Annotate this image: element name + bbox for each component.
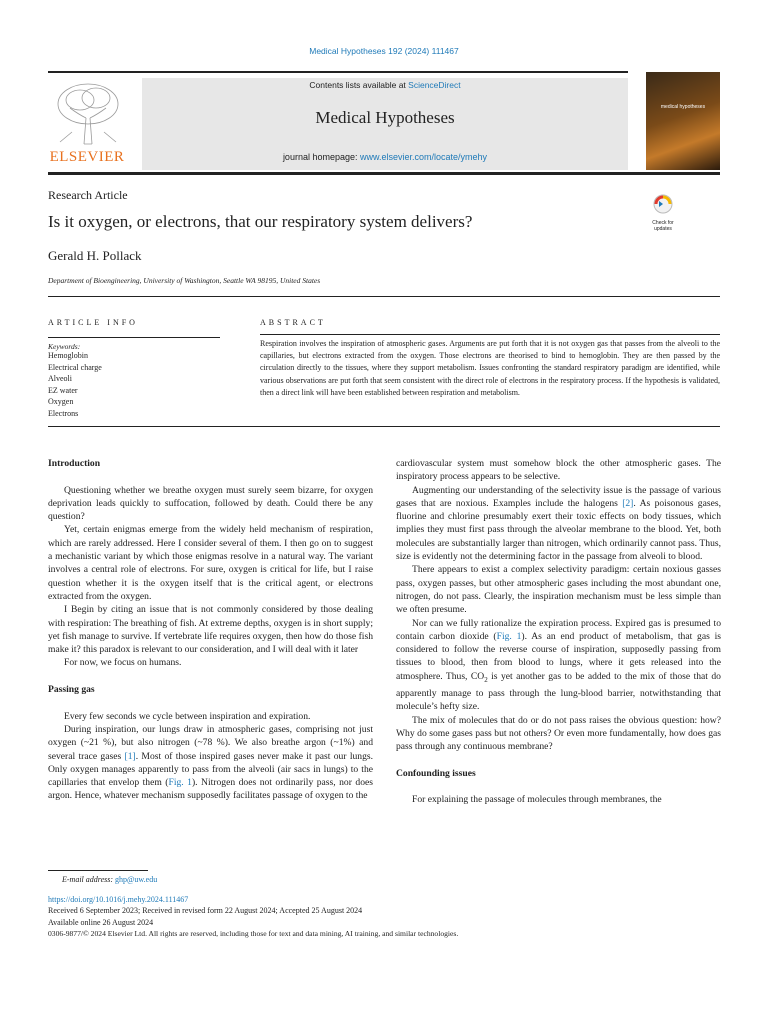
keyword-item: Alveoli [48,374,72,383]
elsevier-wordmark: ELSEVIER [49,149,125,165]
paragraph: For now, we focus on humans. [64,657,182,669]
keywords-label: Keywords: [48,342,81,351]
paragraph: During inspiration, our lungs draw in atmospheric gases, comprising not just oxygen (~21 %), but also nitrogen (~78 %). We also breathe argon (~1%) and several trace gases [1]. Most of those inspired gases never make it past our lungs. Only oxygen manages apparently to pass from the alveoli (air sacs in lungs) to the capillaries that envelop them (Fig. 1). Nitrogen does not ordinarily pass, nor does argon. Hence, whatever mechanism supposedly facilitates passage of oxygen to the [48,723,374,802]
contents-line: Contents lists available at ScienceDirect [309,80,461,90]
paragraph: There appears to exist a complex selectivity paradigm: certain noxious gasses pass, oxygen passes, but other atmospheric gases including the most abundant one, nitrogen, do not pass. Clearly, the inspiration mechanism must be less simple than we often presume. [396,564,721,616]
footnote-rule [48,870,148,871]
section-heading-confounding-issues: Confounding issues [396,767,476,779]
journal-citation[interactable]: Medical Hypotheses 192 (2024) 111467 [309,46,459,56]
abstract-heading-rule [260,334,720,335]
article-type: Research Article [48,188,128,202]
reference-link[interactable]: [1] [124,750,136,762]
doi-link[interactable]: https://doi.org/10.1016/j.mehy.2024.111467 [48,894,189,904]
keyword-item: Electrons [48,408,79,418]
paragraph: I Begin by citing an issue that is not commonly considered by those dealing with respiration: The breathing of fish. At extreme depths, oxygen is in short supply; yet fish manage to survive. If vertebrate life requires oxygen, then how do those fish make it? this paradox is relevant to our consideration, and I will deal with it later [48,604,373,656]
journal-cover-image [646,72,720,170]
info-bottom-rule [48,426,720,427]
journal-cover-title: medical hypotheses [660,104,706,110]
available-online: Available online 26 August 2024 [48,917,154,927]
paragraph: For explaining the passage of molecules through membranes, the [412,794,662,806]
header-top-rule [48,71,628,73]
check-for-updates-badge[interactable] [647,193,679,232]
paragraph: Augmenting our understanding of the selectivity issue is the passage of various gases that are noxious. Examples include the halogens [2]. As poisonous gases, fluorine and chlorine presumably exert their toxic effects on body tissues, which implies they must first pass through the alveolar membrane to the blood. Yet, both molecules are substantially larger than nitrogen, which ordinarily cannot pass. Thus, size is evidently not the determining factor in the passage from alveoli to blood. [396,484,721,563]
journal-homepage: journal homepage: www.elsevier.com/locate/ymehy [282,152,488,162]
paragraph: The mix of molecules that do or do not pass raises the obvious question: how? Why do some gases pass but not others? Or even more fundamentally, how does gas pass through any continuous membrane? [396,714,721,753]
abstract-heading: ABSTRACT [260,318,326,327]
check-updates-icon [647,193,679,215]
paragraph: cardiovascular system must somehow block the other atmospheric gases. The inspiratory process appears to be selective. [396,458,721,483]
keyword-item: Electrical charge [48,362,102,372]
journal-title: Medical Hypotheses [315,108,455,127]
article-info-heading: ARTICLE INFO [48,318,138,327]
paragraph: Nor can we fully rationalize the expiration process. Expired gas is presumed to contain carbon dioxide (Fig. 1). As an end product of metabolism, that gas is considered to follow the reverse course of inspiration, supposedly passing from tissues to blood, then from blood to lungs, where it gets released into the atmosphere. Thus, $CO_2$ is yet another gas to be added to the mix of those that do apparently manage to pass through the lung-blood barrier, notwithstanding that molecule’s hefty size. [396,617,721,713]
paragraph: Yet, certain enigmas emerge from the widely held mechanism of respiration, which are rarely addressed. Here I consider several of them. I then go on to suggest a mechanistic variant by which those enigmas resolve in a natural way. The variant involves a central role of electrons. For sure, oxygen is critical for life, but I raise question whether it is the oxygen itself that is the critical agent, or electrons extracted from the oxygen. [48,524,373,602]
received-dates: Received 6 September 2023; Received in revised form 22 August 2024; Accepted 25 August 2024 [48,906,363,915]
email-link[interactable]: ghp@uw.edu [115,875,158,884]
copyright-notice: 0306-9877/© 2024 Elsevier Ltd. All rights are reserved, including those for text and data mining, AI training, and similar technologies. [48,929,459,938]
sciencedirect-link[interactable]: ScienceDirect [408,80,461,90]
article-title: Is it oxygen, or electrons, that our respiratory system delivers? [48,212,473,231]
info-heading-rule [48,337,220,338]
figure-link[interactable]: Fig. 1 [168,777,192,789]
keyword-item: Oxygen [48,397,74,406]
author-affiliation: Department of Bioengineering, University of Washington, Seattle WA 98195, United States [48,276,321,285]
author-name[interactable]: Gerald H. Pollack [48,248,142,263]
keyword-item: EZ water [48,385,78,395]
section-heading-introduction: Introduction [48,458,101,469]
abstract-text: Respiration involves the inspiration of atmospheric gases. Arguments are put forth that it is not oxygen gas that passes from the alveoli to the capillaries, but electrons extracted from the oxygen. Those electrons are theorised to bind to hemoglobin. They are then passed by the circulation directly to the tissues, where they support metabolism. Issues confronting the standard respiratory paradigm are identified, while various observations are put forth that seem consistent with the direct role of electrons in the respiratory process. If the hypothesis is validated, then a direct link will have been established between respiration and metabolism. [260,339,720,397]
reference-link[interactable]: [2] [622,497,634,509]
paragraph: Every few seconds we cycle between inspiration and expiration. [64,710,311,722]
paragraph: Questioning whether we breathe oxygen must surely seem bizarre, for oxygen deprivation leads quickly to suffocation, followed by death. Could there be any question? [48,484,373,523]
keyword-item: Hemoglobin [48,351,88,360]
info-top-rule [48,296,720,297]
keywords-list [48,350,102,419]
body-right-column [396,457,721,807]
check-updates-label: Check for updates [652,220,674,232]
elsevier-tree-logo [50,78,126,148]
body-left-column [48,457,373,803]
homepage-link[interactable]: www.elsevier.com/locate/ymehy [360,152,488,162]
article-footer [48,874,728,940]
email-line: E-mail address: ghp@uw.edu [62,875,158,884]
figure-link[interactable]: Fig. 1 [496,630,522,642]
header-bottom-rule [48,172,720,175]
section-heading-passing-gas: Passing gas [48,684,95,696]
